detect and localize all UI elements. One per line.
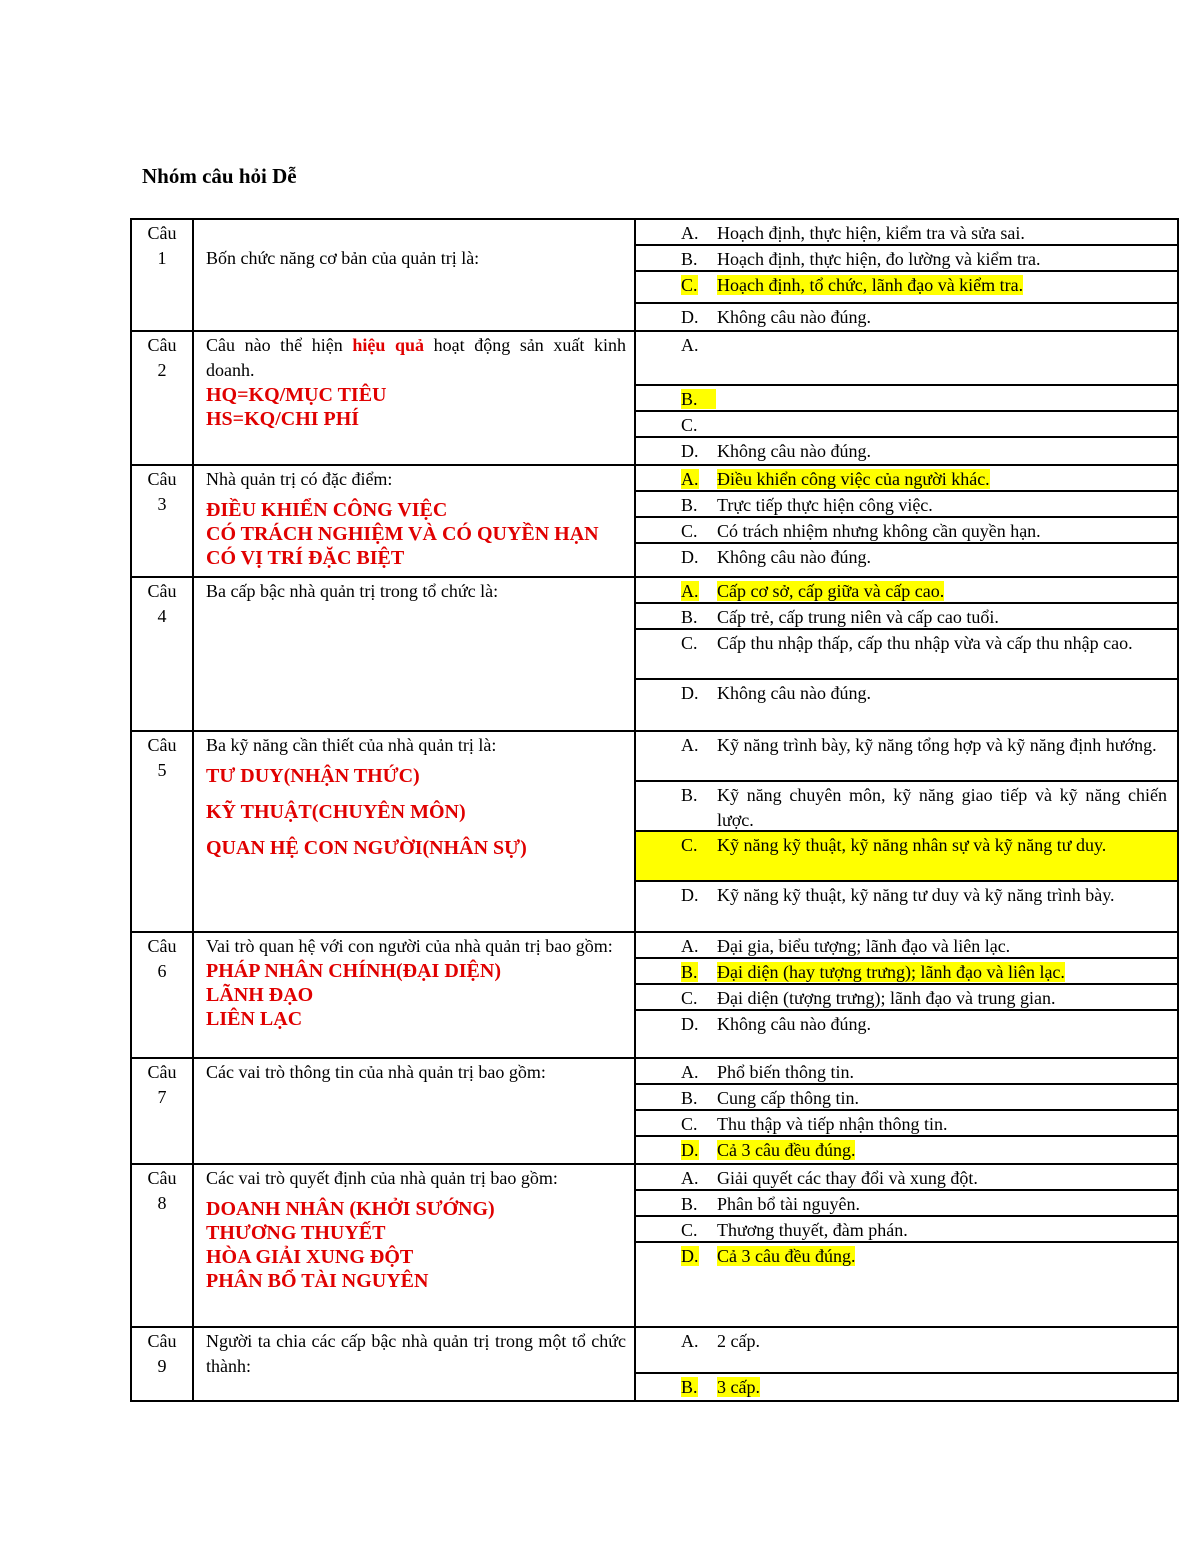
option-letter: A. bbox=[681, 1062, 699, 1082]
option-d[interactable] bbox=[636, 304, 1177, 330]
question-cell bbox=[193, 577, 635, 731]
option-d[interactable] bbox=[636, 680, 1177, 730]
question-cell bbox=[193, 331, 635, 465]
option-a[interactable] bbox=[636, 332, 1177, 386]
option-text: Kỹ năng kỹ thuật, kỹ năng nhân sự và kỹ năng tư duy. bbox=[717, 835, 1107, 855]
option-c[interactable] bbox=[636, 412, 1177, 438]
option-letter: D. bbox=[681, 683, 699, 703]
option-text: Hoạch định, thực hiện, kiểm tra và sửa sai. bbox=[717, 223, 1025, 243]
option-text: Hoạch định, thực hiện, đo lường và kiểm tra. bbox=[717, 249, 1041, 269]
question-row bbox=[131, 577, 1178, 731]
answer-cell bbox=[635, 465, 1178, 577]
question-num-value: 5 bbox=[157, 760, 167, 780]
question-row bbox=[131, 1058, 1178, 1164]
question-text: Bốn chức năng cơ bản của quản trị là: bbox=[206, 248, 480, 268]
option-text: Không câu nào đúng. bbox=[717, 307, 871, 327]
option-letter: A. bbox=[681, 1331, 699, 1351]
option-text: Kỹ năng chuyên môn, kỹ năng giao tiếp và kỹ năng chiến lược. bbox=[717, 785, 1167, 830]
question-text: Ba cấp bậc nhà quản trị trong tổ chức là: bbox=[206, 581, 499, 601]
option-letter: C. bbox=[681, 415, 698, 435]
answer-cell bbox=[635, 1058, 1178, 1164]
answer-note: PHÂN BỔ TÀI NGUYÊN bbox=[206, 1270, 429, 1292]
option-text: Cấp cơ sở, cấp giữa và cấp cao. bbox=[717, 581, 945, 601]
question-num-value: 7 bbox=[157, 1087, 167, 1107]
option-text: Không câu nào đúng. bbox=[717, 547, 871, 567]
option-letter: A. bbox=[681, 1168, 699, 1188]
option-text: Thu thập và tiếp nhận thông tin. bbox=[717, 1114, 948, 1134]
question-text: Các vai trò quyết định của nhà quản trị bao gồm: bbox=[206, 1168, 558, 1188]
question-cell bbox=[193, 731, 635, 932]
option-text: Phổ biến thông tin. bbox=[717, 1062, 855, 1082]
answer-note: CÓ TRÁCH NGHIỆM VÀ CÓ QUYỀN HẠN bbox=[206, 523, 599, 545]
answer-note: LÃNH ĐẠO bbox=[206, 984, 314, 1006]
question-keyword: hiệu quả bbox=[352, 335, 425, 355]
option-text: 2 cấp. bbox=[717, 1331, 760, 1351]
option-text: Giải quyết các thay đổi và xung đột. bbox=[717, 1168, 978, 1188]
option-b-correct[interactable] bbox=[636, 386, 1177, 412]
option-a[interactable] bbox=[636, 732, 1177, 782]
question-cell bbox=[193, 219, 635, 331]
answer-cell bbox=[635, 331, 1178, 465]
option-c[interactable] bbox=[636, 518, 1177, 544]
question-num-value: 9 bbox=[157, 1356, 167, 1376]
question-number bbox=[131, 731, 193, 932]
question-text: Các vai trò thông tin của nhà quản trị bao gồm: bbox=[206, 1062, 546, 1082]
option-letter: A. bbox=[681, 469, 699, 489]
option-text: Cung cấp thông tin. bbox=[717, 1088, 859, 1108]
option-letter: A. bbox=[681, 581, 699, 601]
option-b[interactable] bbox=[636, 492, 1177, 518]
answer-note: TƯ DUY(NHẬN THỨC) bbox=[206, 765, 420, 787]
option-letter: B. bbox=[681, 389, 716, 409]
option-c[interactable] bbox=[636, 1217, 1177, 1243]
question-text: Vai trò quan hệ với con người của nhà quản trị bao gồm: bbox=[206, 936, 613, 956]
option-letter: B. bbox=[681, 1194, 698, 1214]
option-a-correct[interactable] bbox=[636, 466, 1177, 492]
question-row bbox=[131, 1164, 1178, 1327]
answer-note: HQ=KQ/MỤC TIÊU bbox=[206, 384, 387, 406]
question-cell bbox=[193, 1327, 635, 1401]
question-table bbox=[130, 218, 1179, 1402]
question-text bbox=[206, 333, 626, 383]
option-c[interactable] bbox=[636, 630, 1177, 680]
question-row bbox=[131, 932, 1178, 1058]
option-text: Cấp thu nhập thấp, cấp thu nhập vừa và cấp thu nhập cao. bbox=[717, 633, 1133, 653]
cau-label: Câu bbox=[147, 469, 177, 489]
answer-note: HS=KQ/CHI PHÍ bbox=[206, 408, 360, 430]
answer-cell bbox=[635, 932, 1178, 1058]
question-number bbox=[131, 577, 193, 731]
option-text: Điều khiển công việc của người khác. bbox=[717, 469, 990, 489]
option-c[interactable] bbox=[636, 1111, 1177, 1137]
option-letter: C. bbox=[681, 988, 698, 1008]
option-d-correct[interactable] bbox=[636, 1137, 1177, 1163]
question-row bbox=[131, 219, 1178, 331]
option-d[interactable] bbox=[636, 438, 1177, 464]
question-number bbox=[131, 1327, 193, 1401]
option-a[interactable] bbox=[636, 1328, 1177, 1374]
option-letter: B. bbox=[681, 1088, 698, 1108]
option-a[interactable] bbox=[636, 1165, 1177, 1191]
option-letter: C. bbox=[681, 633, 698, 653]
option-text: Thương thuyết, đàm phán. bbox=[717, 1220, 908, 1240]
option-text: Phân bổ tài nguyên. bbox=[717, 1194, 860, 1214]
question-row bbox=[131, 331, 1178, 465]
answer-note: THƯƠNG THUYẾT bbox=[206, 1222, 386, 1244]
option-b[interactable] bbox=[636, 604, 1177, 630]
question-text: Người ta chia các cấp bậc nhà quản trị trong một tổ chức thành: bbox=[206, 1331, 626, 1376]
answer-cell bbox=[635, 1327, 1178, 1401]
option-c[interactable] bbox=[636, 985, 1177, 1011]
option-letter: C. bbox=[681, 835, 698, 855]
question-number bbox=[131, 1058, 193, 1164]
option-text: Trực tiếp thực hiện công việc. bbox=[717, 495, 933, 515]
question-number bbox=[131, 1164, 193, 1327]
answer-note: DOANH NHÂN (KHỞI SƯỚNG) bbox=[206, 1198, 495, 1220]
option-d[interactable] bbox=[636, 882, 1177, 931]
option-b[interactable] bbox=[636, 1191, 1177, 1217]
option-text: Hoạch định, tổ chức, lãnh đạo và kiểm tra. bbox=[717, 275, 1024, 295]
option-b[interactable] bbox=[636, 1085, 1177, 1111]
option-letter: B. bbox=[681, 495, 698, 515]
option-c-correct[interactable] bbox=[636, 832, 1177, 882]
option-text bbox=[717, 413, 1167, 436]
question-number bbox=[131, 219, 193, 331]
option-b-correct[interactable] bbox=[636, 1374, 1177, 1400]
option-a[interactable] bbox=[636, 220, 1177, 246]
option-letter: D. bbox=[681, 1140, 699, 1160]
question-num-value: 1 bbox=[157, 248, 167, 268]
question-cell bbox=[193, 1058, 635, 1164]
page-title: Nhóm câu hỏi Dễ bbox=[142, 164, 297, 188]
cau-label: Câu bbox=[147, 223, 177, 243]
option-letter: B. bbox=[681, 785, 698, 805]
question-num-value: 8 bbox=[157, 1193, 167, 1213]
answer-note: HÒA GIẢI XUNG ĐỘT bbox=[206, 1246, 414, 1268]
question-row bbox=[131, 1327, 1178, 1401]
option-letter: D. bbox=[681, 1014, 699, 1034]
answer-cell bbox=[635, 577, 1178, 731]
option-text: Cả 3 câu đều đúng. bbox=[717, 1246, 856, 1266]
option-text: Đại gia, biểu tượng; lãnh đạo và liên lạc. bbox=[717, 936, 1011, 956]
answer-cell bbox=[635, 731, 1178, 932]
option-letter: C. bbox=[681, 275, 698, 295]
option-text: Đại diện (hay tượng trưng); lãnh đạo và liên lạc. bbox=[717, 962, 1065, 982]
option-letter: A. bbox=[681, 735, 699, 755]
option-letter: D. bbox=[681, 307, 699, 327]
option-letter: B. bbox=[681, 249, 698, 269]
answer-note: KỸ THUẬT(CHUYÊN MÔN) bbox=[206, 801, 466, 823]
option-text: Cấp trẻ, cấp trung niên và cấp cao tuổi. bbox=[717, 607, 999, 627]
option-letter: A. bbox=[681, 223, 699, 243]
answer-note: QUAN HỆ CON NGƯỜI(NHÂN SỰ) bbox=[206, 837, 527, 859]
option-a[interactable] bbox=[636, 1059, 1177, 1085]
option-letter: B. bbox=[681, 962, 698, 982]
cau-label: Câu bbox=[147, 1331, 177, 1351]
cau-label: Câu bbox=[147, 581, 177, 601]
question-num-value: 4 bbox=[157, 606, 167, 626]
question-text: Nhà quản trị có đặc điểm: bbox=[206, 469, 393, 489]
option-c-correct[interactable] bbox=[636, 272, 1177, 304]
option-letter: B. bbox=[681, 607, 698, 627]
question-row bbox=[131, 731, 1178, 932]
cau-label: Câu bbox=[147, 1062, 177, 1082]
question-number bbox=[131, 331, 193, 465]
option-b-correct[interactable] bbox=[636, 959, 1177, 985]
option-text: Không câu nào đúng. bbox=[717, 683, 871, 703]
option-letter: A. bbox=[681, 335, 699, 355]
option-d[interactable] bbox=[636, 1011, 1177, 1057]
question-num-value: 3 bbox=[157, 494, 167, 514]
question-num-value: 2 bbox=[157, 360, 167, 380]
question-num-value: 6 bbox=[157, 961, 167, 981]
option-a-correct[interactable] bbox=[636, 578, 1177, 604]
cau-label: Câu bbox=[147, 735, 177, 755]
question-number bbox=[131, 932, 193, 1058]
answer-note: LIÊN LẠC bbox=[206, 1008, 303, 1030]
option-letter: C. bbox=[681, 521, 698, 541]
option-letter: D. bbox=[681, 1246, 699, 1266]
option-text bbox=[717, 333, 1167, 384]
option-text: Có trách nhiệm nhưng không cần quyền hạn. bbox=[717, 521, 1041, 541]
option-letter: D. bbox=[681, 547, 699, 567]
option-letter: D. bbox=[681, 441, 699, 461]
option-text bbox=[717, 387, 1167, 410]
cau-label: Câu bbox=[147, 335, 177, 355]
option-b[interactable] bbox=[636, 246, 1177, 272]
question-cell bbox=[193, 465, 635, 577]
question-cell bbox=[193, 932, 635, 1058]
option-letter: D. bbox=[681, 885, 699, 905]
question-cell bbox=[193, 1164, 635, 1327]
question-number bbox=[131, 465, 193, 577]
cau-label: Câu bbox=[147, 1168, 177, 1188]
question-text: Ba kỹ năng cần thiết của nhà quản trị là: bbox=[206, 735, 497, 755]
answer-note: CÓ VỊ TRÍ ĐẶC BIỆT bbox=[206, 547, 405, 569]
option-text: Kỹ năng trình bày, kỹ năng tổng hợp và kỹ năng định hướng. bbox=[717, 735, 1157, 755]
question-row bbox=[131, 465, 1178, 577]
option-letter: C. bbox=[681, 1220, 698, 1240]
cau-label: Câu bbox=[147, 936, 177, 956]
option-letter: B. bbox=[681, 1377, 698, 1397]
option-text: Không câu nào đúng. bbox=[717, 1014, 871, 1034]
option-text: Không câu nào đúng. bbox=[717, 441, 871, 461]
answer-note: PHÁP NHÂN CHÍNH(ĐẠI DIỆN) bbox=[206, 960, 501, 982]
option-letter: A. bbox=[681, 936, 699, 956]
option-d-correct[interactable] bbox=[636, 1243, 1177, 1326]
option-a[interactable] bbox=[636, 933, 1177, 959]
option-letter: C. bbox=[681, 1114, 698, 1134]
option-d[interactable] bbox=[636, 544, 1177, 576]
option-text: Đại diện (tượng trưng); lãnh đạo và trung gian. bbox=[717, 988, 1056, 1008]
question-text-pre: Câu nào thể hiện bbox=[206, 335, 343, 355]
option-b[interactable] bbox=[636, 782, 1177, 832]
answer-cell bbox=[635, 1164, 1178, 1327]
answer-cell bbox=[635, 219, 1178, 331]
question-text-post: hoạt động sản xuất kinh doanh. bbox=[206, 335, 627, 380]
option-text: Cả 3 câu đều đúng. bbox=[717, 1140, 856, 1160]
option-text: Kỹ năng kỹ thuật, kỹ năng tư duy và kỹ năng trình bày. bbox=[717, 885, 1115, 905]
answer-note: ĐIỀU KHIỂN CÔNG VIỆC bbox=[206, 499, 448, 521]
option-text: 3 cấp. bbox=[717, 1377, 760, 1397]
